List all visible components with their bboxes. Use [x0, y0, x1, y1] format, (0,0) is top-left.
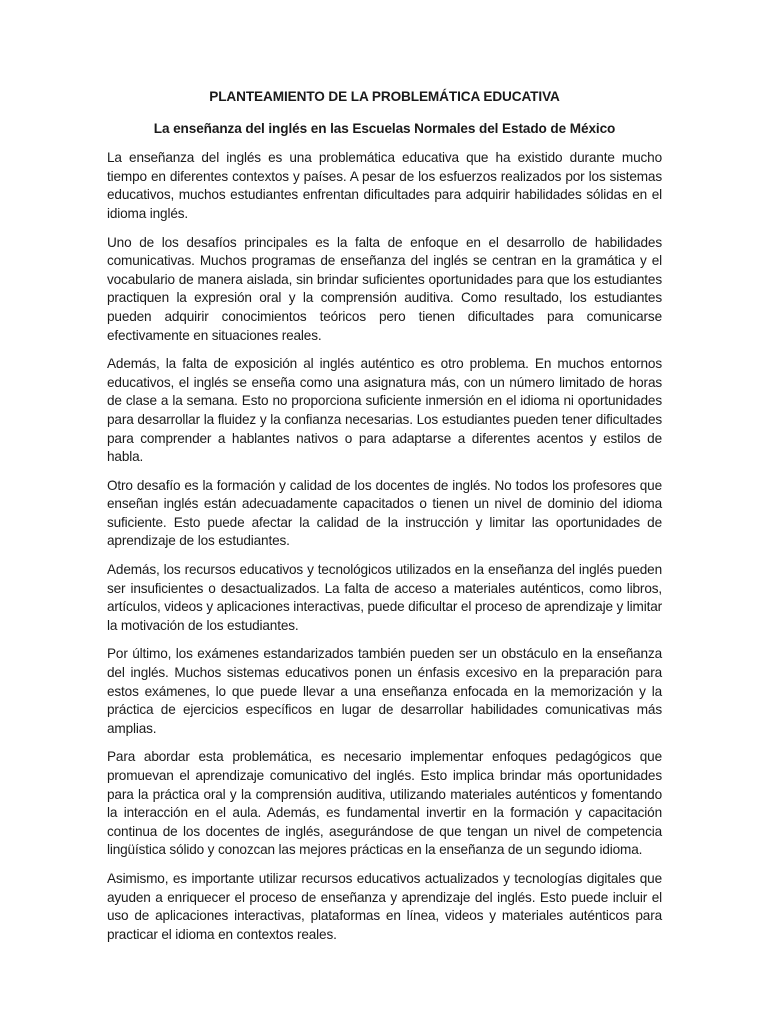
paragraph-5: Además, los recursos educativos y tecnológicos utilizados en la enseñanza del inglés pueden ser insuficientes o desactualizados. La falta de acceso a materiales auténticos, como libros, artículos, videos y aplicaciones interactivas, puede dificultar el proceso de aprendizaje y limitar la motivación de los estudiantes. [107, 562, 662, 633]
paragraph-3: Además, la falta de exposición al inglés auténtico es otro problema. En muchos entornos educativos, el inglés se enseña como una asignatura más, con un número limitado de horas de clase a la semana. Esto no proporciona suficiente inmersión en el idioma ni oportunidades para desarrollar la fluidez y la confianza necesarias. Los estudiantes pueden tener dificultades para comprender a hablantes nativos o para adaptarse a diferentes acentos y estilos de habla. [107, 356, 662, 465]
document-title: PLANTEAMIENTO DE LA PROBLEMÁTICA EDUCATIVA [209, 89, 560, 104]
paragraph-4: Otro desafío es la formación y calidad de los docentes de inglés. No todos los profesores que enseñan inglés están adecuadamente capacitados o tienen un nivel de dominio del idioma suficiente. Esto puede afectar la calidad de la instrucción y limitar las oportunidades de aprendizaje de los estudiantes. [107, 477, 662, 549]
paragraph-2: Uno de los desafíos principales es la falta de enfoque en el desarrollo de habilidades comunicativas. Muchos programas de enseñanza del inglés se centran en la gramática y el vocabulario de manera aislada, sin brindar suficientes oportunidades para que los estudiantes practiquen la expresión oral y la comprensión auditiva. Como resultado, los estudiantes pueden adquirir conocimientos teóricos pero tienen dificultades para comunicarse efectivamente en situaciones reales. [107, 234, 662, 343]
document-subtitle: La enseñanza del inglés en las Escuelas Normales del Estado de México [153, 120, 616, 136]
paragraph-8: Asimismo, es importante utilizar recursos educativos actualizados y tecnologías digitales que ayuden a enriquecer el proceso de enseñanza y aprendizaje del inglés. Esto puede incluir el uso de aplicaciones interactivas, plataformas en línea, videos y materiales auténticos para practicar el idioma en contextos reales. [107, 870, 662, 942]
paragraph-1: La enseñanza del inglés es una problemática educativa que ha existido durante mucho tiempo en diferentes contextos y países. A pesar de los esfuerzos realizados por los sistemas educativos, muchos estudiantes enfrentan dificultades para adquirir habilidades sólidas en el idioma inglés. [107, 150, 662, 221]
document-body [107, 88, 662, 954]
paragraph-6: Por último, los exámenes estandarizados también pueden ser un obstáculo en la enseñanza del inglés. Muchos sistemas educativos ponen un énfasis excesivo en la preparación para estos exámenes, lo que puede llevar a una enseñanza enfocada en la memorización y la práctica de ejercicios específicos en lugar de desarrollar habilidades comunicativas más amplias. [107, 646, 662, 736]
paragraph-7: Para abordar esta problemática, es necesario implementar enfoques pedagógicos que promuevan el aprendizaje comunicativo del inglés. Esto implica brindar más oportunidades para la práctica oral y la comprensión auditiva, utilizando materiales auténticos y fomentando la interacción en el aula. Además, es fundamental invertir en la formación y capacitación continua de los docentes de inglés, asegurándose de que tengan un nivel de competencia lingüística sólido y conozcan las mejores prácticas en la enseñanza de un segundo idioma. [107, 749, 662, 858]
